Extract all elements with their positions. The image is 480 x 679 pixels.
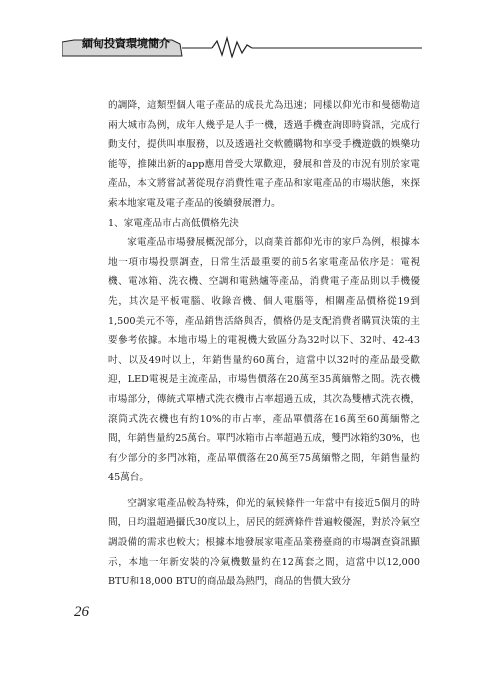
section-heading: 1、家電產品市占高低價格先決 [108,217,239,229]
header-title: 緬甸投資環境簡介 [82,37,170,50]
paragraph: 家電產品市場發展概況部分，以商業首都仰光市的家戶為例，根據本地一項市場投票調查，日常生活最重要的前5名家電產品依序是：電視機、電冰箱、洗衣機、空調和電熱爐等產品，消費電子產品則以手機優先，其次是平板電腦、收錄音機、個人電腦等，相關產品價格從19到1,500美元不等，產品銷售活絡與否，價格仍是支配消費者購買決策的主要參考依據。本地市場上的電視機大致區分為32吋以下、32吋、42-43吋、以及49吋以上，年銷售量約60萬台，這當中以32吋的產品最受歡迎，LED電視是主流產品，市場售價落在20萬至35萬緬幣之間。洗衣機市場部分，傳統式單槽式洗衣機市占率超過五成，其次為雙槽式洗衣機，滾筒式洗衣機也有約10%的市占率，產品單價落在16萬至60萬緬幣之間，年銷售量約25萬台。單門冰箱市占率超過五成，雙門冰箱約30%，也有少部分的多門冰箱，產品單價落在20萬至75萬緬幣之間，年銷售量約45萬台。 [108,237,420,484]
header-heartbeat-wave [212,38,252,57]
running-header [62,36,422,58]
page-number: 26 [74,604,89,620]
paragraph-continued: 的調降，這類型個人電子產品的成長尤為迅速；同樣以仰光市和曼德勒這兩大城市為例，成年人幾乎是人手一機，透過手機查詢即時資訊，完成行動支付，提供叫車服務，以及透過社交軟體購物和享受手機遊戲的娛樂功能等，推陳出新的app應用普受大眾歡迎，發展和普及的市況有別於家電產品，本文將嘗試著從現存消費性電子產品和家電產品的市場狀態，來探索本地家電及電子產品的後續發展潛力。 [108,100,420,209]
paragraph: 空調家電產品較為特殊，仰光的氣候條件一年當中有接近5個月的時間，日均溫超過攝氏30度以上，居民的經濟條件普遍較優渥，對於冷氣空調設備的需求也較大；根據本地發展家電產品業務臺商的市場調查資訊顯示，本地一年新安裝的冷氣機數量約在12萬套之間，這當中以12,000 BTU和18,000 BTU的商品最為熱門，商品的售價大致分 [108,497,420,588]
page-body [108,96,420,592]
